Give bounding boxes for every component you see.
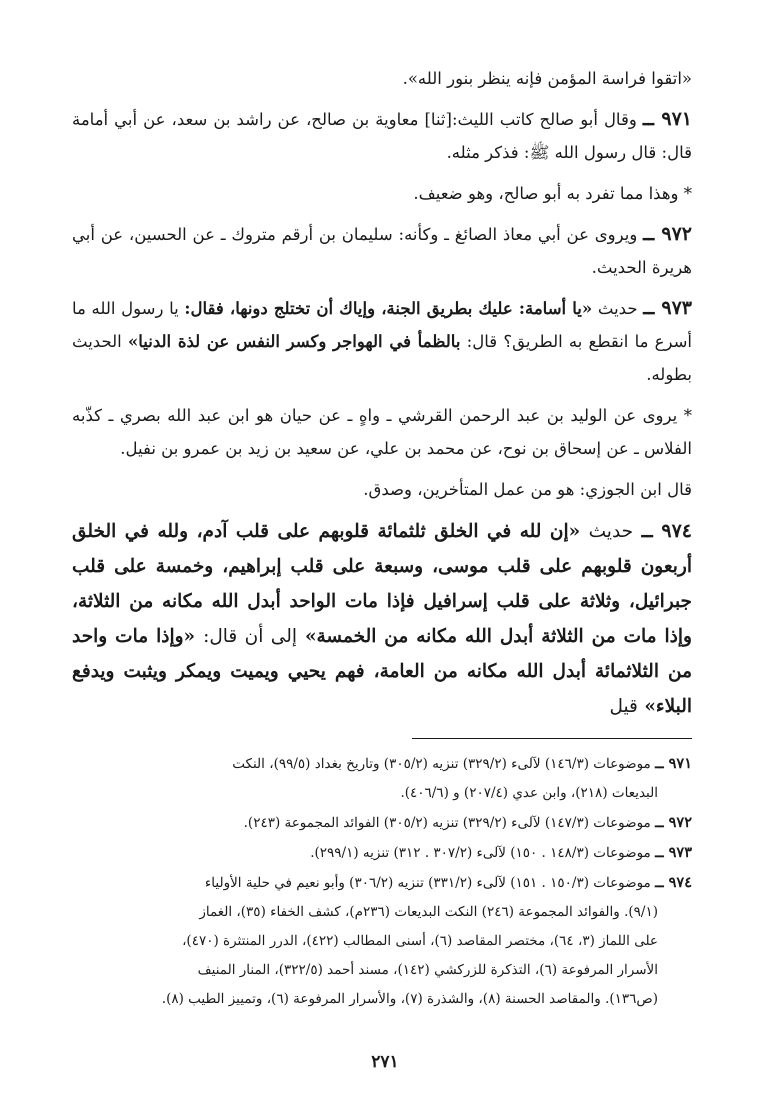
footnote-972 — [72, 808, 692, 838]
hadith-973 — [72, 292, 692, 391]
footnote-number: ٩٧١ ــ — [655, 755, 692, 772]
hadith-972 — [72, 218, 692, 284]
footnotes — [72, 749, 692, 1014]
hadith-intro: حديث — [588, 521, 634, 542]
footnote-text: موضوعات (١٥٠/٣ . ١٥١) لآلىء (٣٣١/٢) تنزيه (٣٠٦/٢) وأبو نعيم في حلية الأولياء — [204, 875, 651, 891]
hadith-quote: بالظمأ في الهواجر وكسر النفس عن لذة الدنيا» — [127, 332, 461, 351]
footnote-number: ٩٧٢ ــ — [655, 814, 692, 831]
comment-973: * يروى عن الوليد بن عبد الرحمن القرشي ـ واهٍ ـ عن حيان هو ابن عبد الله بصري ـ كذّبه الفلاس ـ عن إسحاق بن نوح، عن محمد بن علي، عن سعيد بن زيد بن عمرو بن نفيل. — [72, 406, 692, 458]
footnote-line: البديعات (٢١٨)، وابن عدي (٢٠٧/٤) و (٤٠٦/٦). — [400, 785, 658, 801]
comment-971: * وهذا مما تفرد به أبو صالح، وهو ضعيف. — [413, 184, 692, 203]
hadith-number: ٩٧٢ ــ — [643, 223, 693, 245]
footnote-line: (ص١٣٦). والمقاصد الحسنة (٨)، والشذرة (٧)، والأسرار المرفوعة (٦)، وتمييز الطيب (٨). — [161, 991, 658, 1007]
footnote-text: موضوعات (١٤٨/٣ . ١٥٠) لآلىء (٣٠٧/٢ . ٣١٢) تنزيه (٢٩٩/١). — [310, 845, 651, 861]
hadith-text: وقال أبو صالح كاتب الليث:[ثنا] معاوية بن صالح، عن راشد بن سعد، عن أبي أمامة قال: قال رسول الله ﷺ: فذكر مثله. — [72, 110, 692, 162]
footnote-971 — [72, 749, 692, 779]
hadith-quote: «يا أسامة: عليك بطريق الجنة، وإياك أن تختلج دونها، فقال: — [184, 299, 593, 318]
hadith-text: الحديث بطوله. — [72, 332, 692, 384]
footnote-974 — [72, 868, 692, 898]
footnote-line: على اللماز (٣، ٦٤)، مختصر المقاصد (٦)، أسنى المطالب (٤٢٢)، الدرر المنتثرة (٤٧٠)، — [182, 933, 658, 949]
intro-line: «اتقوا فراسة المؤمن فإنه ينظر بنور الله». — [402, 69, 692, 88]
hadith-quote: «إن لله في الخلق ثلثمائة قلوبهم على قلب آدم، ولله في الخلق أربعون قلوبهم على قلب موسى، وسبعة على قلب إبراهيم، وخمسة على قلب جبرائيل، وثلاثة على قلب إسرافيل فإذا مات الواحد أبدل الله مكانه من الثلاثة، وإذا مات من الثلاثة أبدل الله مكانه من الخمسة» — [72, 521, 692, 647]
footnote-divider — [412, 738, 692, 739]
hadith-number: ٩٧٣ ــ — [643, 297, 692, 319]
hadith-quote: «وإذا مات واحد من الثلاثمائة أبدل الله مكانه من العامة، فهم يحيي ويميت ويمكر ويثبت ويدفع البلاء» — [72, 626, 692, 717]
hadith-number: ٩٧٤ ــ — [641, 520, 692, 542]
comment-973-b: قال ابن الجوزي: هو من عمل المتأخرين، وصدق. — [363, 480, 692, 499]
hadith-text: إلى أن قال: — [203, 626, 297, 647]
footnote-line: الأسرار المرفوعة (٦)، التذكرة للزركشي (١٤٢)، مسند أحمد (٣٢٢/٥)، المنار المنيف — [197, 962, 658, 978]
footnote-text: موضوعات (١٤٧/٣) لآلىء (٣٢٩/٢) تنزيه (٣٠٥/٢) الفوائد المجموعة (٢٤٣). — [243, 815, 651, 831]
hadith-number: ٩٧١ ــ — [642, 108, 692, 130]
hadith-971 — [72, 103, 692, 169]
footnote-text: موضوعات (١٤٦/٣) لآلىء (٣٢٩/٢) تنزيه (٣٠٥/٢) وتاريخ بغداد (٩٩/٥)، النكت — [232, 756, 651, 772]
hadith-intro: حديث — [597, 299, 638, 318]
hadith-text: ويروى عن أبي معاذ الصائغ ـ وكأنه: سليمان بن أرقم متروك ـ عن الحسين، عن أبي هريرة الحديث. — [72, 225, 692, 277]
hadith-974 — [72, 514, 692, 724]
hadith-text: يا رسول الله ما أسرع ما انقطع به الطريق؟ قال: — [72, 299, 693, 351]
hadith-text: قيل — [609, 696, 638, 717]
footnote-number: ٩٧٤ ــ — [655, 874, 692, 891]
main-text — [72, 62, 692, 724]
footnote-number: ٩٧٣ ــ — [655, 844, 692, 861]
page-number: ٢٧١ — [371, 1052, 399, 1072]
footnote-973 — [72, 838, 692, 868]
footnote-line: (٩/١). والفوائد المجموعة (٢٤٦) النكت البديعات (٢٣٦م)، كشف الخفاء (٣٥)، الغماز — [199, 904, 658, 920]
